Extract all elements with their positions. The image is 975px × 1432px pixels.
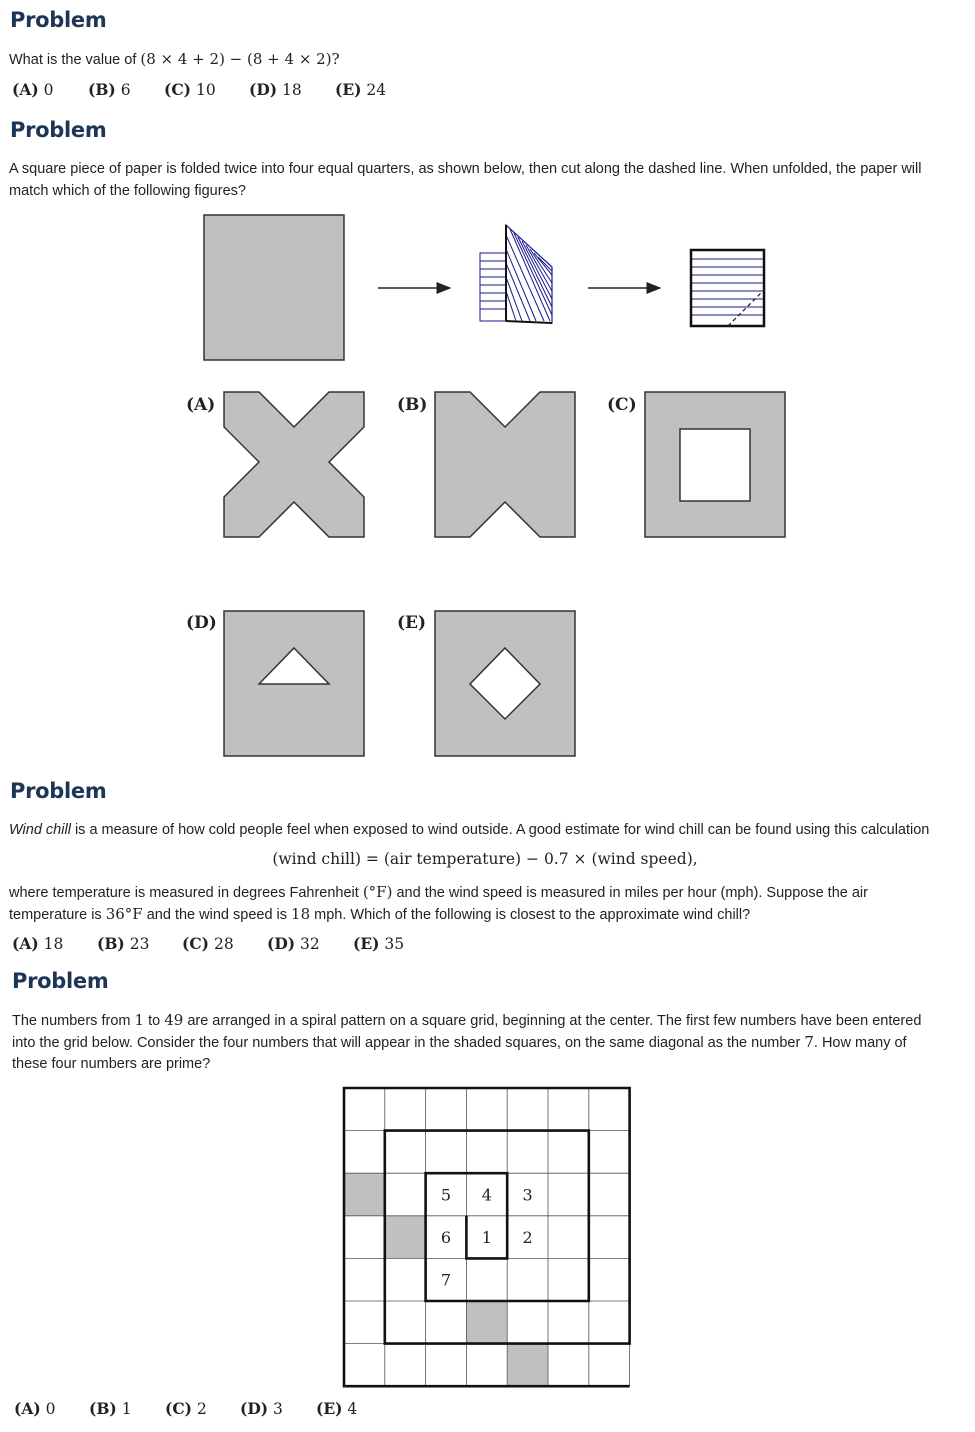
choice-c: (C) 10 xyxy=(164,80,216,99)
shaded-cell xyxy=(466,1301,507,1344)
spiral-grid xyxy=(340,1084,640,1394)
grid-number: 2 xyxy=(522,1228,533,1248)
answer-figures xyxy=(0,385,975,765)
grid-number: 1 xyxy=(481,1228,492,1248)
wind-chill-formula: (wind chill) = (air temperature) − 0.7 × (wind speed), xyxy=(272,850,698,868)
grid-number: 7 xyxy=(440,1270,452,1290)
problem-2-question-line1: A square piece of paper is folded twice into four equal quarters, as shown below, then cut along the dashed line. When unfolded, the paper will xyxy=(9,161,922,177)
figure-c-hole xyxy=(680,429,750,501)
unfolded-square xyxy=(204,215,344,360)
choice-a: (A) 18 xyxy=(12,934,64,953)
choice-a: (A) 0 xyxy=(12,80,54,99)
choice-b: (B) 6 xyxy=(88,80,131,99)
grid-number: 4 xyxy=(481,1185,492,1205)
problem-4-line3: these four numbers are prime? xyxy=(12,1056,211,1072)
choice-b: (B) 1 xyxy=(89,1399,132,1418)
choice-c: (C) 28 xyxy=(182,934,234,953)
folded-once-paper xyxy=(480,225,552,323)
math-expression: (8 × 4 + 2) − (8 + 4 × 2)? xyxy=(140,50,340,68)
problem-1-question xyxy=(9,48,340,71)
figure-label-e: (E) xyxy=(397,613,427,633)
choice-e: (E) 24 xyxy=(335,80,387,99)
grid-number: 5 xyxy=(440,1185,452,1205)
choice-d: (D) 18 xyxy=(249,80,302,99)
problem-1-heading: Problem xyxy=(10,8,107,32)
figure-a-x-shape xyxy=(224,392,364,537)
choice-e: (E) 35 xyxy=(353,934,405,953)
figure-label-c: (C) xyxy=(607,395,637,415)
choice-e: (E) 4 xyxy=(316,1399,358,1418)
problem-3-body-line1: where temperature is measured in degrees Fahrenheit (°F) and the wind speed is measured in miles per hour (mph). Suppose the air xyxy=(9,883,868,901)
grid-number: 6 xyxy=(440,1228,452,1248)
fold-diagram xyxy=(0,205,975,375)
choice-a: (A) 0 xyxy=(14,1399,56,1418)
figure-label-d: (D) xyxy=(186,613,217,633)
problem-4-heading: Problem xyxy=(12,969,109,993)
shaded-cell xyxy=(507,1344,548,1387)
problem-2-heading: Problem xyxy=(10,118,107,142)
problem-3-body-line2: temperature is 36°F and the wind speed is 18 mph. Which of the following is closest to the approximate wind chill? xyxy=(9,905,751,923)
term-wind-chill: Wind chill xyxy=(9,822,71,838)
choice-d: (D) 3 xyxy=(240,1399,283,1418)
problem-3-heading: Problem xyxy=(10,779,107,803)
question-text: What is the value of xyxy=(9,52,141,68)
folded-twice-paper xyxy=(691,250,764,326)
problem-4-line1: The numbers from 1 to 49 are arranged in a spiral pattern on a square grid, beginning at the center. The first few numbers have been entered xyxy=(12,1011,922,1029)
shaded-cell xyxy=(385,1216,426,1259)
choice-b: (B) 23 xyxy=(97,934,150,953)
figure-label-b: (B) xyxy=(397,395,428,415)
figure-label-a: (A) xyxy=(186,395,216,415)
problem-4-line2: into the grid below. Consider the four numbers that will appear in the shaded squares, on the same diagonal as the number 7. How many of xyxy=(12,1033,907,1051)
problem-2-question-line2: match which of the following figures? xyxy=(9,183,246,199)
shaded-cell xyxy=(344,1173,385,1216)
problem-3-intro: Wind chill is a measure of how cold people feel when exposed to wind outside. A good estimate for wind chill can be found using this calculation xyxy=(9,822,930,838)
grid-number: 3 xyxy=(522,1185,533,1205)
choice-d: (D) 32 xyxy=(267,934,320,953)
choice-c: (C) 2 xyxy=(165,1399,207,1418)
figure-b-bowtie-shape xyxy=(435,392,575,537)
